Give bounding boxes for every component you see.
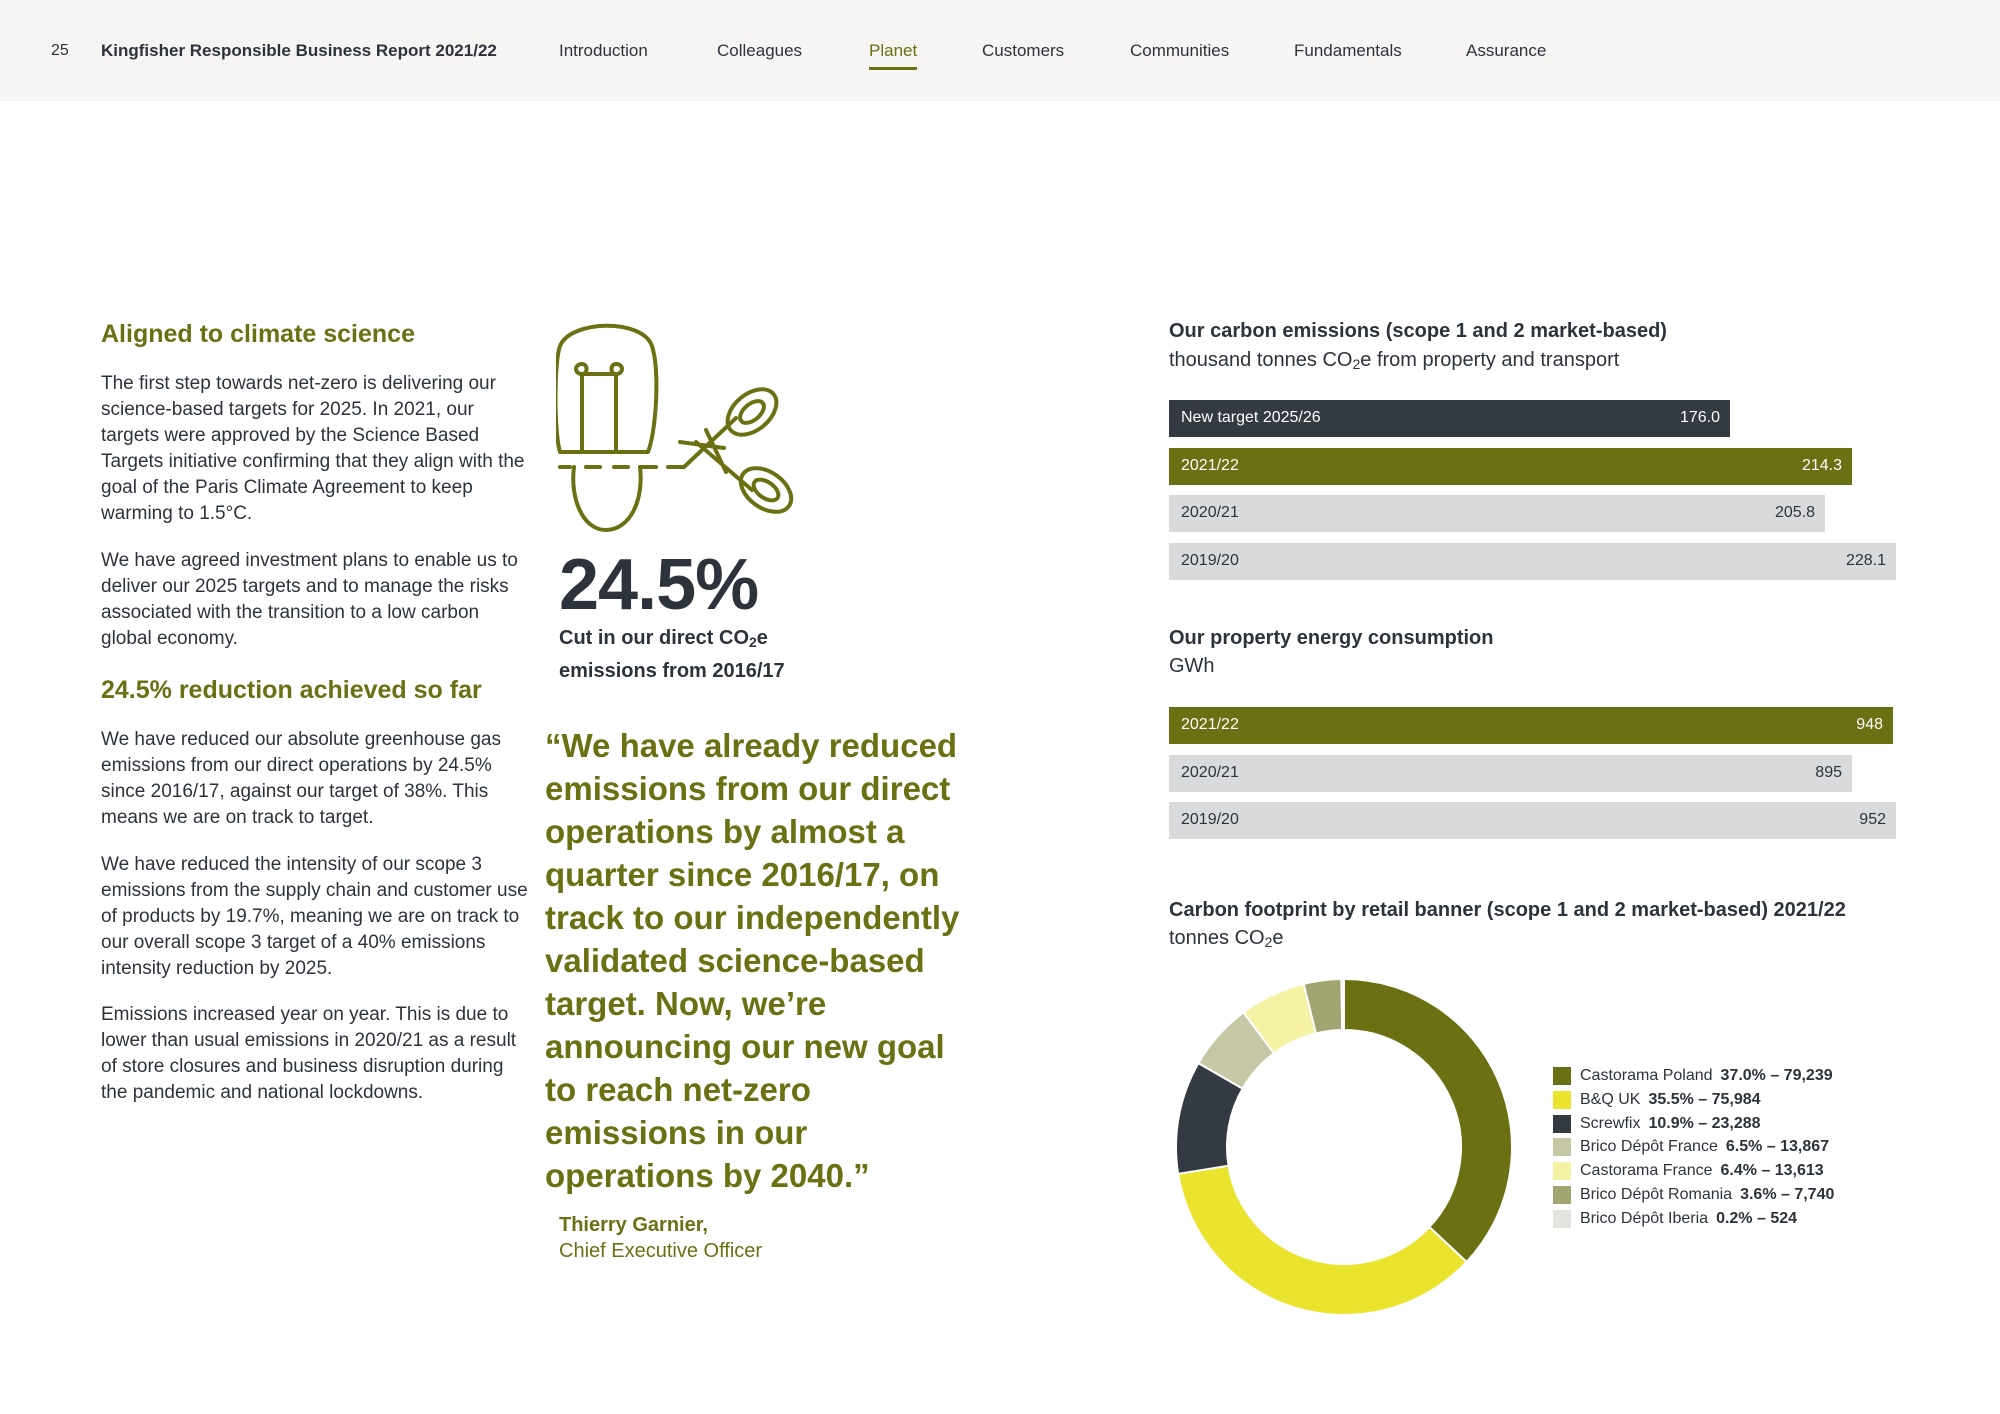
donut-slice-6: [1341, 979, 1344, 1030]
quote-author: Thierry Garnier,: [559, 1214, 708, 1236]
energy-consumption-chart-subtitle: GWh: [1169, 655, 1215, 677]
nav-communities[interactable]: Communities: [1130, 41, 1230, 60]
paragraph-investment-plans: We have agreed investment plans to enable us to deliver our 2025 targets and to manage the risks associated with the transition to a low carbon global economy.: [101, 550, 518, 649]
legend-label: B&Q UK 35.5% – 75,984: [1580, 1090, 1761, 1108]
emissions-bar-value: 176.0: [1679, 409, 1720, 426]
legend-value: 6.4% – 13,613: [1720, 1162, 1824, 1180]
nav-planet[interactable]: Planet: [869, 41, 918, 60]
lightbulb-scissors-icon: [556, 322, 796, 532]
emissions-bar-0: [1169, 400, 1730, 437]
emissions-bar-1: [1169, 448, 1852, 485]
nav-introduction[interactable]: Introduction: [559, 41, 648, 60]
legend-swatch: [1553, 1162, 1571, 1180]
energy-bar-label: 2019/20: [1181, 811, 1239, 828]
donut-slice-0: [1344, 979, 1512, 1262]
legend-label: Brico Dépôt Iberia 0.2% – 524: [1580, 1209, 1798, 1227]
legend-swatch: [1553, 1138, 1571, 1156]
legend-label: Screwfix 10.9% – 23,288: [1580, 1114, 1761, 1132]
carbon-footprint-chart-title: Carbon footprint by retail banner (scope 1 and 2 market-based) 2021/22: [1169, 899, 1846, 921]
stat-reduction-percent: 24.5%: [559, 545, 759, 625]
paragraph-absolute-emissions: We have reduced our absolute greenhouse gas emissions from our direct operations by 24.5% since 2016/17, against our target of 38%. This means we are on track to target.: [101, 729, 501, 828]
energy-bar-label: 2021/22: [1181, 716, 1239, 733]
energy-bar-0: [1169, 707, 1893, 744]
legend-value: 10.9% – 23,288: [1648, 1114, 1761, 1132]
legend-label: Brico Dépôt Romania 3.6% – 7,740: [1580, 1186, 1835, 1203]
legend-label: Castorama Poland 37.0% – 79,239: [1580, 1067, 1833, 1084]
legend-value: 37.0% – 79,239: [1720, 1067, 1833, 1084]
emissions-bar-label: 2020/21: [1181, 504, 1239, 521]
carbon-footprint-donut-chart: [1169, 972, 1519, 1322]
emissions-bar-value: 228.1: [1845, 551, 1886, 569]
legend-value: 6.5% – 13,867: [1725, 1138, 1830, 1156]
legend-label: Castorama France 6.4% – 13,613: [1580, 1162, 1824, 1180]
page-number: 25: [51, 42, 69, 59]
carbon-emissions-chart-title: Our carbon emissions (scope 1 and 2 market-based): [1169, 320, 1667, 342]
legend-value: 3.6% – 7,740: [1740, 1186, 1835, 1203]
heading-climate-science: Aligned to climate science: [101, 320, 415, 348]
nav-assurance[interactable]: Assurance: [1466, 41, 1547, 60]
nav-customers[interactable]: Customers: [982, 41, 1065, 60]
emissions-bar-label: 2021/22: [1181, 456, 1239, 474]
top-navigation-bar: [0, 0, 2000, 101]
ceo-quote: “We have already reduced emissions from our direct operations by almost a quarter since 2016/17, on track to our independently validated science-based target. Now, we’re announcing our new goal to reach net-zero emissions in our operations by 2040.”: [545, 727, 960, 1194]
energy-bar-value: 952: [1859, 811, 1886, 828]
quote-author-role: Chief Executive Officer: [559, 1240, 763, 1262]
energy-bar-label: 2020/21: [1181, 763, 1239, 781]
emissions-bar-value: 205.8: [1774, 504, 1815, 521]
carbon-footprint-chart-subtitle: tonnes $CO_2e$: [1169, 927, 1284, 950]
heading-reduction-achieved: 24.5% reduction achieved so far: [101, 676, 482, 704]
emissions-bar-2: [1169, 495, 1825, 532]
report-title: Kingfisher Responsible Business Report 2021/22: [101, 41, 497, 60]
legend-swatch: [1553, 1115, 1571, 1133]
emissions-bar-label: 2019/20: [1181, 551, 1239, 569]
stat-description: Cut in our direct $CO_2e$ emissions from 2016/17: [559, 627, 785, 682]
legend-swatch: [1553, 1067, 1571, 1085]
energy-bar-value: 948: [1856, 716, 1883, 733]
nav-fundamentals[interactable]: Fundamentals: [1294, 41, 1402, 60]
emissions-bar-value: 214.3: [1801, 456, 1842, 474]
emissions-bar-label: New target 2025/26: [1181, 409, 1321, 426]
nav-colleagues[interactable]: Colleagues: [717, 41, 803, 60]
legend-swatch: [1553, 1186, 1571, 1204]
carbon-emissions-chart-subtitle: thousand tonnes $CO_2e$ from property and transport: [1169, 349, 1620, 372]
legend-swatch: [1553, 1210, 1571, 1228]
paragraph-scope3-intensity: We have reduced the intensity of our scope 3 emissions from the supply chain and customer use of products by 19.7%, meaning we are on track to our overall scope 3 target of a 40% emissions intensity reduction by 2025.: [101, 854, 528, 979]
energy-consumption-chart-title: Our property energy consumption: [1169, 627, 1494, 649]
paragraph-science-targets: The first step towards net-zero is delivering our science-based targets for 2025. In 2021, our targets were approved by the Science Based Targets initiative confirming that they align with the goal of the Paris Climate Agreement to keep warming to 1.5°C.: [101, 373, 525, 524]
emissions-bar-3: [1169, 543, 1896, 580]
legend-swatch: [1553, 1091, 1571, 1109]
donut-slice-1: [1178, 1166, 1466, 1315]
legend-value: 35.5% – 75,984: [1648, 1090, 1761, 1108]
energy-bar-1: [1169, 755, 1852, 792]
energy-bar-2: [1169, 802, 1896, 839]
energy-bar-value: 895: [1815, 763, 1842, 781]
legend-value: 0.2% – 524: [1716, 1209, 1798, 1227]
legend-label: Brico Dépôt France 6.5% – 13,867: [1580, 1138, 1830, 1156]
paragraph-year-on-year: Emissions increased year on year. This is due to lower than usual emissions in 2020/21 as a result of store closures and business disruption during the pandemic and national lockdowns.: [101, 1004, 517, 1103]
